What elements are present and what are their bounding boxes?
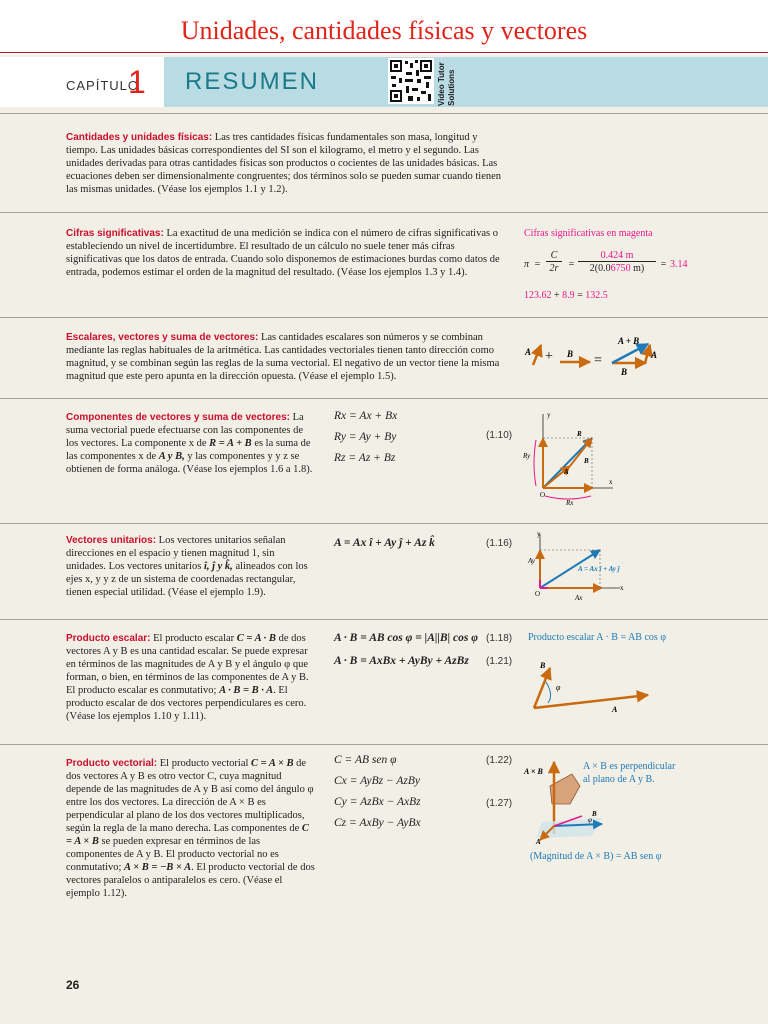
equals-sign: = [594,353,602,368]
svg-text:y: y [547,411,551,419]
equation-number-1-22: (1.22) [486,755,513,766]
section-scalars-text [66,331,506,383]
dot-side-label: Producto escalar A · B = AB cos φ [528,632,667,643]
vector-sum-arrow [612,344,648,363]
vector-a-arrow [533,345,541,365]
pi-symbol: π [524,259,530,270]
svg-text:Rx: Rx [566,499,574,507]
component-equations [334,406,397,469]
svg-text:Ax: Ax [575,594,583,602]
unit-vector-equation: A = Ax î + Ay ĵ + Az k̂ [334,537,435,549]
vector-sum-figure [520,330,670,380]
dot-eq-1: A · B = AB cos φ = |A||B| cos φ [334,632,478,644]
dot-heading: Producto escalar: [66,633,151,644]
svg-text:A: A [564,468,569,476]
plus-sign: + [545,349,553,364]
qr-code-icon [388,58,434,104]
qr-code[interactable] [388,58,434,104]
svg-text:Ry: Ry [523,452,531,460]
vector-a-label: A [525,347,532,357]
svg-text:B: B [592,810,597,818]
sum-example: 123.62 + 8.9 = 132.5 [524,290,608,301]
axb-label: A × B [524,767,543,776]
section-cross-text: Producto vectorial: El producto vectorial C = A × B de dos vectores A y B es otro vector C, cuya magnitud depende de las magnitudes de A y B así como del ángulo φ entre los dos vectores. La dirección de A × B es perpendicular al plano de los dos vectores multiplicados, según la regla de la mano derecha. Las componentes de C = A × B se pueden expresar en términos de las componentes de A y B. El producto vectorial no es conmutativo; A × B = −B × A. El producto vectorial de dos vectores paralelos o antiparalelos es cero. (Véase el ejemplo 1.12). [66,758,315,899]
cross-heading: Producto vectorial: [66,758,158,769]
svg-text:A: A [536,838,541,846]
unit-vector-fig-label: A = Ax î + Ay ĵ [578,565,620,573]
cross-magnitude-label: (Magnitud de A × B) = AB sen φ [530,851,662,862]
equation-ry: Ry = Ay + By [334,431,397,443]
components-heading: Componentes de vectores y suma de vectores: [66,412,290,423]
section-dot-text: Producto escalar: El producto escalar C = A · B de dos vectores A y B es una cantidad escalar. Se puede expresar en términos de las magnitudes de A y B y el ángulo φ que forman, o bien, en términos de las componentes de A y B. El producto escalar es conmutativo; A · B = B · A. El producto escalar de dos vectores perpendiculares es cero. (Véase los ejemplos 1.10 y 1.11). [66,633,309,722]
svg-text:x: x [620,584,624,592]
svg-text:O: O [540,491,546,499]
cross-eq-2: Cx = AyBz − AzBy [334,775,421,787]
svg-text:φ: φ [556,683,561,692]
sigfigs-heading: Cifras significativas: [66,228,164,239]
cross-equations [334,750,421,834]
equation-rx: Rx = Ax + Bx [334,410,398,422]
chapter-number: 1 [128,64,146,100]
numerator-value: 0.424 m [578,250,656,262]
dot-figure [524,650,664,720]
scalars-body: Las cantidades escalares son números y se combinan mediante las reglas habituales de la aritmética. Las cantidades vectoriales tienen tanto dirección como magnitud, y se combinan según las reglas de la suma vectorial. El negativo de un vector tiene la misma magnitud que este pero apunta en la dirección opuesta. (Véase el ejemplo 1.5). [66,332,500,382]
page-title: Unidades, cantidades físicas y vectores [180,16,588,45]
units-heading: Cantidades y unidades físicas: [66,132,213,143]
equation-number-1-18: (1.18) [486,633,513,644]
svg-text:B: B [584,457,589,465]
section-sigfigs-text [66,227,506,279]
sigfigs-body: La exactitud de una medición se indica con el número de cifras significativas o estableciendo un nivel de incertidumbre. El resultado de un cálculo no suele tener más cifras significativas que los datos de entrada. Cuando solo disponemos de estimaciones burdas como datos de entrada, podemos estimar el orden de la magnitud del resultado. (Véase los ejemplos 1.3 y 1.4). [66,228,500,278]
equation-number-1-16: (1.16) [486,538,513,549]
unit-vectors-heading: Vectores unitarios: [66,535,157,546]
cross-eq-4: Cz = AxBy − AyBx [334,817,421,829]
svg-text:Ay: Ay [528,557,535,565]
section-components-text: Componentes de vectores y suma de vectores: La suma vectorial puede efectuarse con las componentes de los vectores. La componente x de R = A + B es la suma de las componentes x de A y B, y las componentes y y z se obtienen de forma análoga. (Véase los ejemplos 1.6 a 1.8). [66,412,313,475]
svg-text:R: R [577,430,582,438]
scalars-heading: Escalares, vectores y suma de vectores: [66,332,259,343]
svg-text:B: B [540,661,546,670]
denominator-value: 2(0.06750 m) [589,263,645,274]
svg-text:x: x [609,478,613,486]
cross-figure [522,756,622,846]
equation-number-1-21: (1.21) [486,656,513,667]
pi-result: 3.14 [670,259,688,270]
equation-rz: Rz = Az + Bz [334,452,396,464]
chapter-word: CAPÍTULO [66,78,140,93]
vector-b-label: B [567,349,574,359]
qr-caption: Video Tutor Solutions [437,62,456,106]
svg-text:A: A [651,350,658,360]
svg-text:A: A [612,705,618,714]
c-numerator: C [546,250,562,262]
cross-side-label: A × B es perpendicular al plano de A y B. [583,761,676,785]
unit-vector-figure [520,528,630,606]
svg-text:φ: φ [588,816,592,824]
equation-number-1-27: (1.27) [486,798,513,809]
two-r: 2r [549,263,559,274]
section-unit-vectors-text: Vectores unitarios: Los vectores unitarios señalan direcciones en el espacio y tienen magnitud 1, sin unidades. Los vectores unitarios î, ĵ y k̂, alineados con los ejes x, y y z de un sistema de coordenadas rectangular, tienen especial utilidad. (Véase el ejemplo 1.9). [66,535,308,598]
vector-sum-label: A + B [618,336,640,346]
equation-number-1-10: (1.10) [486,430,513,441]
component-figure [518,408,618,512]
summary-title: RESUMEN [185,68,320,95]
cross-eq-1: C = AB sen φ [334,754,397,766]
section-units-text [66,131,506,196]
page-number: 26 [66,978,80,992]
dot-eq-2: A · B = AxBx + AyBy + AzBz [334,655,469,667]
cross-eq-3: Cy = AzBx − AxBz [334,796,421,808]
units-body: Las tres cantidades físicas fundamentales son masa, longitud y tiempo. Las unidades básicas correspondientes del SI son el kilogramo, el metro y el segundo. Las unidades derivadas para otras cantidades físicas son productos o cocientes de las unidades básicas. Las ecuaciones deben ser dimensionalmente congruentes; dos términos solo se pueden sumar cuando tienen las mismas unidades. (Véase los ejemplos 1.1 y 1.2). [66,132,502,195]
sigfigs-side-label: Cifras significativas en magenta [524,228,653,239]
svg-text:O: O [535,590,541,598]
title-rule [0,52,768,53]
svg-text:y: y [537,530,541,538]
svg-text:B: B [621,367,628,377]
pi-equation: π = C 2r = 0.424 m 2(0.06750 m) = 3.14 [524,250,688,274]
